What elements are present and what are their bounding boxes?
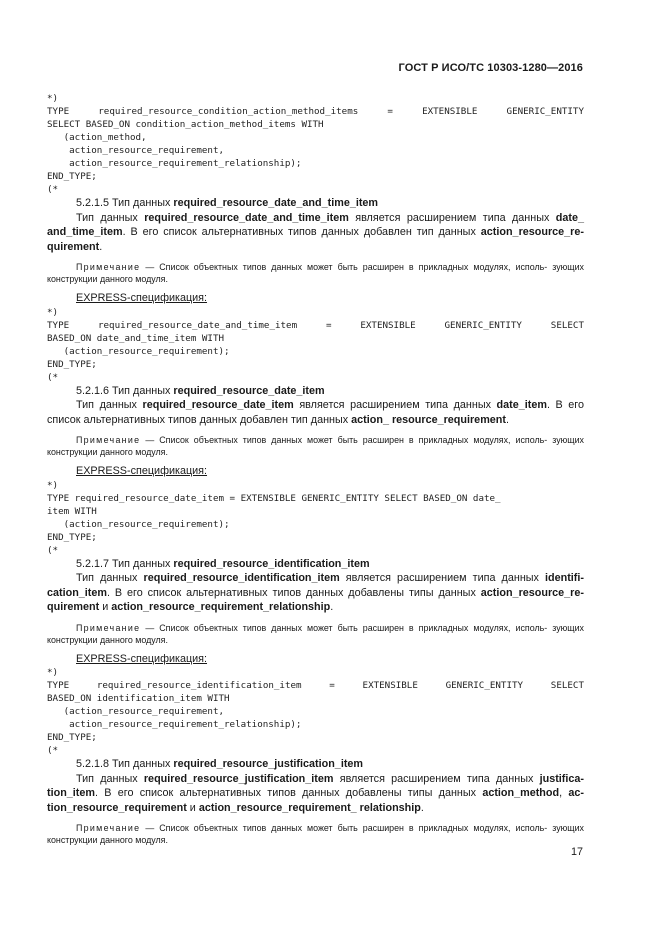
section-heading-5-2-1-8: 5.2.1.8 Тип данных required_resource_justification_item	[76, 758, 364, 770]
express-code-open: *)	[47, 667, 59, 678]
section-heading-5-2-1-7: 5.2.1.7 Тип данных required_resource_identification_item	[76, 557, 370, 570]
section-heading-5-2-1-5: 5.2.1.5 Тип данных required_resource_date_and_time_item	[76, 197, 379, 209]
express-code-open: *)	[47, 93, 59, 104]
express-code-block: SELECT BASED_ON condition_action_method_items WITH (action_method, action_resource_requirement, action_resource_requirement_relationship); END_TYPE; (*	[47, 119, 324, 195]
express-spec-label: EXPRESS-спецификация:	[76, 652, 208, 665]
section-heading-5-2-1-6: 5.2.1.6 Тип данных required_resource_date_item	[76, 384, 325, 397]
section-paragraph: Тип данных required_resource_identification_item является расширением типа данных identifi- cation_item. В его список альтернативных типов данных добавлены типы данных action_resource_re- quirement и action_resource_requirement_relationship.	[47, 572, 584, 613]
express-spec-label: EXPRESS-спецификация:	[76, 465, 208, 477]
express-code-block: BASED_ON identification_item WITH (action_resource_requirement, action_resource_requirement_relationship); END_TYPE; (*	[47, 693, 302, 756]
note: Примечание — Список объектных типов данных может быть расширен в прикладных модулях, исполь- зующих конструкции данного модуля.	[47, 622, 584, 645]
express-code-block: *) TYPE required_resource_date_item = EXTENSIBLE GENERIC_ENTITY SELECT BASED_ON date_ item WITH (action_resource_requirement); END_TYPE; (*	[47, 479, 501, 556]
express-type-line: TYPE required_resource_condition_action_method_items = EXTENSIBLE GENERIC_ENTITY	[47, 106, 584, 117]
section-paragraph: Тип данных required_resource_justification_item является расширением типа данных justifica- tion_item. В его список альтернативных типов данных добавлены типы данных action_method, ac- tion_resource_requirement и action_resource_requirement_ relationship.	[47, 772, 584, 814]
express-spec-label: EXPRESS-спецификация:	[76, 292, 208, 304]
section-paragraph: Тип данных required_resource_date_item является расширением типа данных date_item. В его список альтернативных типов данных добавлен тип данных action_ resource_requirement.	[47, 399, 584, 426]
document-header: ГОСТ Р ИСО/ТС 10303-1280—2016	[398, 62, 583, 74]
express-type-line: TYPE required_resource_identification_item = EXTENSIBLE GENERIC_ENTITY SELECT	[47, 680, 584, 691]
express-code-open: *)	[47, 306, 59, 318]
express-type-line: TYPE required_resource_date_and_time_item = EXTENSIBLE GENERIC_ENTITY SELECT	[47, 319, 584, 331]
note: Примечание — Список объектных типов данных может быть расширен в прикладных модулях, исполь- зующих конструкции данного модуля.	[47, 823, 584, 845]
page-number: 17	[570, 846, 583, 858]
page-content	[47, 92, 584, 852]
note: Примечание — Список объектных типов данных может быть расширен в прикладных модулях, исполь- зующих конструкции данного модуля.	[47, 435, 584, 457]
note: Примечание — Список объектных типов данных может быть расширен в прикладных модулях, исполь- зующих конструкции данного модуля.	[47, 262, 584, 284]
express-code-block: BASED_ON date_and_time_item WITH (action_resource_requirement); END_TYPE; (*	[47, 332, 230, 383]
section-paragraph: Тип данных required_resource_date_and_time_item является расширением типа данных date_ and_time_item. В его список альтернативных типов данных добавлен тип данных action_resource_re- quirement.	[47, 211, 584, 253]
